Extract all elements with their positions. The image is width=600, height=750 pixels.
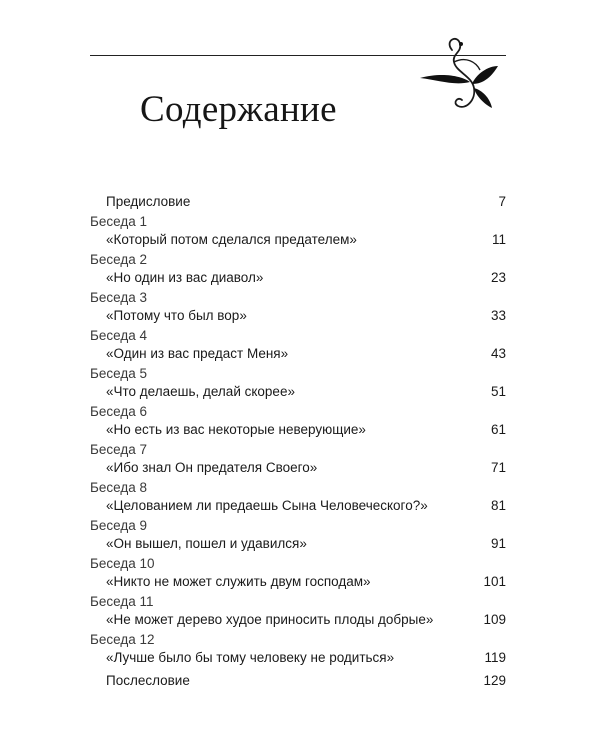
toc-page-number: 71 <box>490 460 506 475</box>
toc-page-number: 51 <box>490 384 506 399</box>
toc-page-number: 91 <box>490 536 506 551</box>
toc-entry-title[interactable]: «Который потом сделался предателем» <box>106 232 357 247</box>
toc-page-number: 43 <box>490 346 506 361</box>
toc-entry-title[interactable]: «Целованием ли предаешь Сына Человеческого?» <box>106 498 428 513</box>
toc-entry-heading: Беседа 10 <box>90 556 155 571</box>
toc-entry-heading: Беседа 11 <box>90 594 154 609</box>
toc-page-number: 101 <box>483 574 506 589</box>
page-title: Содержание <box>140 89 337 130</box>
toc-entry-preface[interactable] <box>106 193 190 210</box>
toc-entry-heading: Беседа 5 <box>90 366 147 381</box>
toc-page-number: 7 <box>498 194 506 209</box>
toc-entry-afterword[interactable] <box>106 672 190 689</box>
flourish-icon <box>414 32 510 128</box>
toc-entry-title[interactable]: «Он вышел, пошел и удавился» <box>106 536 307 551</box>
toc-entry-heading: Беседа 2 <box>90 252 147 267</box>
toc-page-number: 119 <box>484 650 506 665</box>
toc-entry-heading: Беседа 6 <box>90 404 147 419</box>
toc-entry-title[interactable]: «Один из вас предаст Меня» <box>106 346 289 361</box>
toc-entry-heading: Беседа 4 <box>90 328 147 343</box>
toc-page-number: 33 <box>490 308 506 323</box>
toc-entry-title[interactable]: «Потому что был вор» <box>106 308 247 323</box>
toc-entry-title[interactable]: «Но один из вас диавол» <box>106 270 264 285</box>
toc-entry-heading: Беседа 12 <box>90 632 155 647</box>
toc-entry-heading: Беседа 3 <box>90 290 147 305</box>
toc-entry-title[interactable]: «Ибо знал Он предателя Своего» <box>106 460 318 475</box>
toc-entry-title: Послесловие <box>106 673 190 688</box>
toc-entry-title[interactable]: «Лучше было бы тому человеку не родиться» <box>106 650 395 665</box>
toc-entry-heading: Беседа 1 <box>90 214 147 229</box>
toc-entry-title[interactable]: «Не может дерево худое приносить плоды добрые» <box>106 612 434 627</box>
toc-entry-title[interactable]: «Но есть из вас некоторые неверующие» <box>106 422 366 437</box>
toc-page-number: 23 <box>490 270 506 285</box>
toc-entry-title[interactable]: «Что делаешь, делай скорее» <box>106 384 295 399</box>
toc-entry-heading: Беседа 8 <box>90 480 147 495</box>
toc-page-number: 61 <box>490 422 506 437</box>
toc-entry-heading: Беседа 7 <box>90 442 147 457</box>
toc-entry-title[interactable]: «Никто не может служить двум господам» <box>106 574 371 589</box>
toc-page-number: 81 <box>490 498 506 513</box>
toc-page-number: 109 <box>483 612 506 627</box>
toc-entry-title: Предисловие <box>106 194 191 209</box>
toc-entry-heading: Беседа 9 <box>90 518 147 533</box>
toc-page-number: 129 <box>483 673 506 688</box>
toc-page-number: 11 <box>491 232 506 247</box>
